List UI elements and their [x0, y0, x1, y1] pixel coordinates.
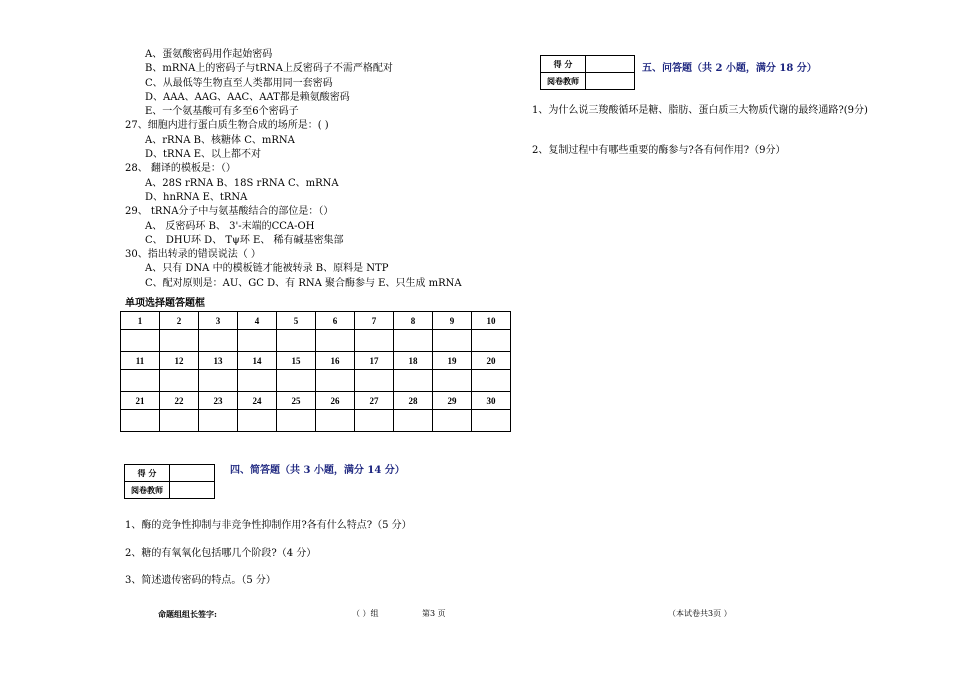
answer-input-cell[interactable]	[199, 370, 238, 392]
question-line: D、hnRNA E、tRNA	[145, 191, 248, 203]
question-line: 30、指出转录的错误说法（ ）	[125, 249, 261, 261]
answer-number-cell: 22	[160, 392, 199, 410]
answer-number-cell: 26	[316, 392, 355, 410]
answer-grid	[120, 311, 511, 432]
answer-number-cell: 27	[355, 392, 394, 410]
answer-number-cell: 23	[199, 392, 238, 410]
answer-number-cell: 18	[394, 352, 433, 370]
answer-number-row	[121, 352, 511, 370]
answer-input-cell[interactable]	[433, 410, 472, 432]
answer-input-cell[interactable]	[433, 330, 472, 352]
answer-number-cell: 20	[472, 352, 511, 370]
answer-number-cell: 5	[277, 312, 316, 330]
answer-input-cell[interactable]	[199, 410, 238, 432]
section-five-heading: 五、问答题（共 2 小题，满分 18 分）	[642, 63, 817, 74]
answer-input-cell[interactable]	[472, 330, 511, 352]
answer-input-cell[interactable]	[394, 330, 433, 352]
answer-input-cell[interactable]	[394, 410, 433, 432]
section-five-question-2: 2、复制过程中有哪些重要的酶参与?各有何作用?（9分）	[532, 145, 786, 156]
question-line: C、配对原则是：AU、GC D、有 RNA 聚合酶参与 E、只生成 mRNA	[145, 277, 462, 289]
section-four-question-3: 3、简述遗传密码的特点。（5 分）	[125, 575, 276, 586]
footer-group: （ ）组	[352, 609, 379, 618]
answer-number-cell: 7	[355, 312, 394, 330]
answer-number-cell: 11	[121, 352, 160, 370]
answer-number-cell: 9	[433, 312, 472, 330]
question-line: D、tRNA E、以上都不对	[145, 149, 262, 161]
question-line: C、 DHU环 D、 Tψ环 E、 稀有碱基密集部	[145, 234, 344, 246]
section-four-score-box	[124, 464, 215, 499]
answer-number-cell: 6	[316, 312, 355, 330]
question-line: A、28S rRNA B、18S rRNA C、mRNA	[145, 177, 339, 189]
answer-number-cell: 4	[238, 312, 277, 330]
answer-input-cell[interactable]	[316, 410, 355, 432]
section-five-question-1: 1、为什么说三羧酸循环是糖、脂肪、蛋白质三大物质代谢的最终通路?(9分)	[532, 105, 868, 116]
question-line: A、rRNA B、核糖体 C、mRNA	[145, 134, 295, 146]
question-line: E、一个氨基酸可有多至6个密码子	[145, 106, 299, 118]
answer-input-cell[interactable]	[472, 410, 511, 432]
question-line: D、AAA、AAG、AAC、AAT都是赖氨酸密码	[145, 91, 350, 103]
answer-input-cell[interactable]	[199, 330, 238, 352]
grader-cell[interactable]	[170, 482, 215, 499]
answer-input-cell[interactable]	[160, 330, 199, 352]
answer-number-cell: 8	[394, 312, 433, 330]
footer-signature: 命题组组长签字:	[158, 609, 217, 619]
answer-number-cell: 17	[355, 352, 394, 370]
answer-input-cell[interactable]	[121, 330, 160, 352]
answer-input-cell[interactable]	[121, 370, 160, 392]
grader-label: 阅卷教师	[541, 73, 586, 90]
grader-cell[interactable]	[586, 73, 635, 90]
answer-number-cell: 21	[121, 392, 160, 410]
score-cell[interactable]	[170, 465, 215, 482]
section-five-score-box	[540, 55, 635, 90]
answer-input-cell[interactable]	[316, 370, 355, 392]
answer-input-cell[interactable]	[238, 410, 277, 432]
score-label: 得 分	[125, 465, 170, 482]
answer-input-cell[interactable]	[160, 410, 199, 432]
answer-number-cell: 12	[160, 352, 199, 370]
answer-number-cell: 3	[199, 312, 238, 330]
answer-input-cell[interactable]	[355, 410, 394, 432]
answer-number-cell: 16	[316, 352, 355, 370]
answer-input-row	[121, 330, 511, 352]
question-line: B、mRNA上的密码子与tRNA上反密码子不需严格配对	[145, 63, 393, 75]
answer-input-row	[121, 370, 511, 392]
answer-number-cell: 2	[160, 312, 199, 330]
answer-number-cell: 14	[238, 352, 277, 370]
score-cell[interactable]	[586, 56, 635, 73]
left-questions	[125, 48, 462, 291]
section-four-question-2: 2、糖的有氧氧化包括哪几个阶段?（4 分）	[125, 548, 317, 559]
answer-number-cell: 25	[277, 392, 316, 410]
answer-input-cell[interactable]	[238, 370, 277, 392]
answer-number-cell: 15	[277, 352, 316, 370]
question-line: A、 反密码环 B、 3'-末端的CCA-OH	[145, 220, 315, 232]
answer-input-cell[interactable]	[121, 410, 160, 432]
answer-input-cell[interactable]	[355, 370, 394, 392]
answer-input-cell[interactable]	[277, 330, 316, 352]
answer-number-cell: 10	[472, 312, 511, 330]
answer-grid-title: 单项选择题答题框	[125, 298, 205, 309]
question-line: A、蛋氨酸密码用作起始密码	[145, 49, 273, 60]
footer-total-pages: （本试卷共3页 ）	[668, 609, 732, 618]
answer-input-cell[interactable]	[472, 370, 511, 392]
question-line: C、从最低等生物直至人类都用同一套密码	[145, 77, 333, 89]
question-line: A、只有 DNA 中的模板链才能被转录 B、原料是 NTP	[145, 263, 389, 275]
grader-label: 阅卷教师	[125, 482, 170, 499]
section-four-heading: 四、简答题（共 3 小题，满分 14 分）	[230, 465, 405, 476]
answer-number-cell: 1	[121, 312, 160, 330]
question-line: 28、 翻译的模板是：（）	[125, 163, 236, 175]
section-four-question-1: 1、酶的竞争性抑制与非竞争性抑制作用?各有什么特点?（5 分）	[125, 520, 412, 531]
answer-number-cell: 30	[472, 392, 511, 410]
answer-number-cell: 24	[238, 392, 277, 410]
answer-input-cell[interactable]	[433, 370, 472, 392]
question-line: 29、 tRNA分子中与氨基酸结合的部位是：（）	[125, 206, 334, 218]
answer-number-row	[121, 312, 511, 330]
answer-input-row	[121, 410, 511, 432]
answer-input-cell[interactable]	[160, 370, 199, 392]
answer-number-cell: 13	[199, 352, 238, 370]
answer-number-cell: 19	[433, 352, 472, 370]
answer-input-cell[interactable]	[394, 370, 433, 392]
answer-number-cell: 29	[433, 392, 472, 410]
question-line: 27、细胞内进行蛋白质生物合成的场所是：( )	[125, 120, 329, 132]
answer-input-cell[interactable]	[355, 330, 394, 352]
answer-input-cell[interactable]	[277, 370, 316, 392]
answer-number-cell: 28	[394, 392, 433, 410]
answer-input-cell[interactable]	[277, 410, 316, 432]
answer-number-row	[121, 392, 511, 410]
answer-input-cell[interactable]	[316, 330, 355, 352]
answer-input-cell[interactable]	[238, 330, 277, 352]
footer-page: 第3 页	[422, 609, 446, 618]
score-label: 得 分	[541, 56, 586, 73]
